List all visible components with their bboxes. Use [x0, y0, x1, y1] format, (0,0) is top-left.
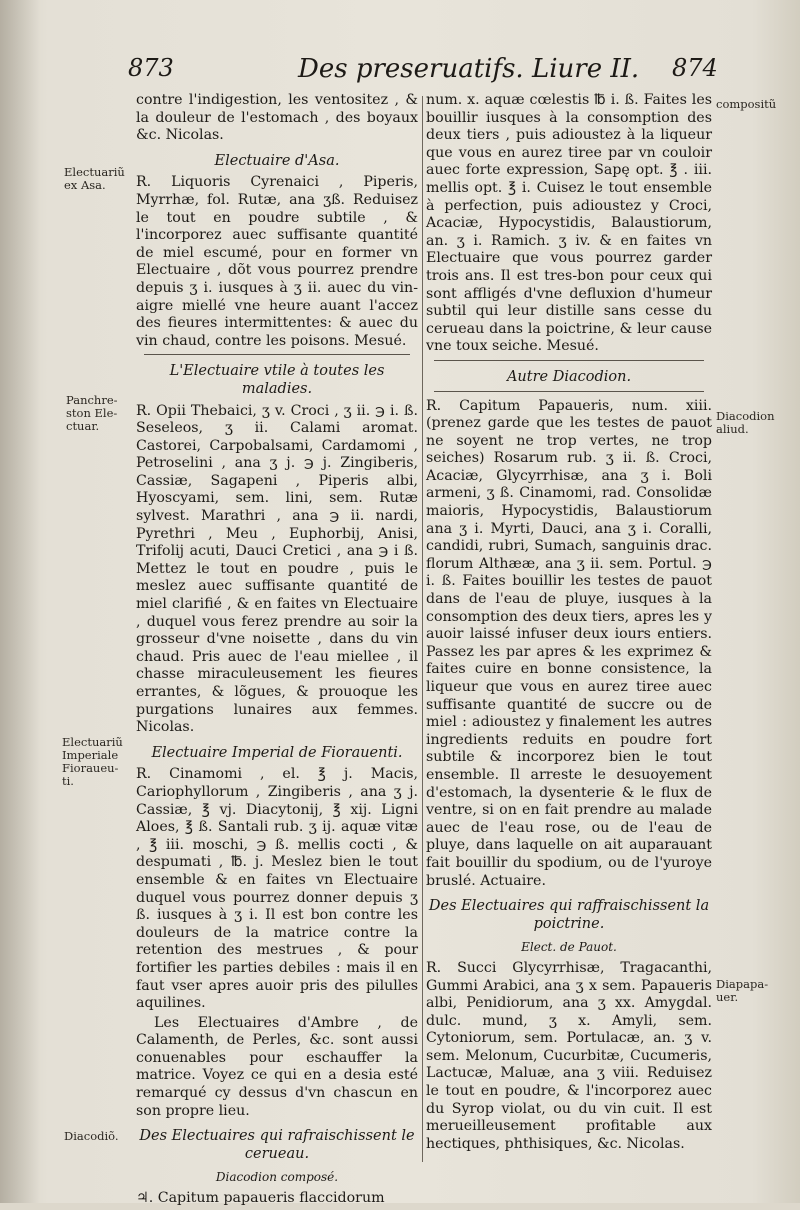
page-header	[0, 54, 800, 94]
left-column	[136, 92, 418, 1210]
margin-note-panchreston: Panchre- ston Ele- ctuar.	[66, 393, 118, 433]
paragraph: R. Cinamomi , el. ℥ j. Macis, Cariophyllorum , Zingiberis , ana ʒ j. Cassiæ, ℥ vj. Diacytonij, ℥ xij. Ligni Aloes, ℥ ß. Santali rub. ʒ ij. aquæ vitæ , ℥ iii. moschi, ℈ ß. mellis cocti , & despumati , ℔. j. Meslez bien le tout ensemble & en faites vn Electuaire duquel vous pourrez donner depuis ʒ ß. iusques à ʒ i. Il est bon contre les douleurs de la matrice contre la retention des mestrues , & pour fortifier les parties debiles : mais il en faut vser apres auoir pris des pilulles aquilines.	[136, 766, 418, 1012]
margin-note-diacodion-aliud: Diacodion aliud.	[716, 409, 775, 436]
paragraph: ♃. Capitum papaueris flaccidorum	[136, 1190, 385, 1207]
margin-note-diapapauer: Diapapa- uer.	[716, 977, 769, 1004]
margin-note-imperial: Electuariũ Imperiale Fioraueu- ti.	[62, 735, 123, 788]
paragraph: R. Opii Thebaici, ʒ v. Croci , ʒ ii. ℈ i. ß. Seseleos, ʒ ii. Calami aromat. Castorei, Carpobalsami, Cardamomi , Petroselini , ana ʒ j. ℈ j. Zingiberis, Cassiæ, Sagapeni , Piperis albi, Hyoscyami, sem. lini, sem. Rutæ sylvest. Marathri , ana ℈ ii. nardi, Pyrethri , Meu , Euphorbij, Anisi, Trifolij acuti, Dauci Cretici , ana ℈ i ß. Mettez le tout en poudre , puis le meslez auec suffisante quantité de miel clarifié , & en faites vn Electuaire , duquel vous ferez prendre au soir la grosseur d'vne noisette , dans du vin chaud. Pris auec de l'eau miellee , il chasse miraculeusement les fieures errantes, & lõgues, & prouoque les purgations lunaires aux femmes. Nicolas.	[136, 402, 418, 736]
section-heading: L'Electuaire vtile à toutes les maladies.	[169, 363, 385, 397]
paragraph: R. Liquoris Cyrenaici , Piperis, Myrrhæ, fol. Rutæ, ana ʒß. Reduisez le tout en poudre subtile , & l'incorporez auec suffisante quantité de miel escumé, pour en former vn Electuaire , dõt vous pourrez prendre depuis ʒ i. iusques à ʒ ii. auec du vin-aigre miellé vne heure auant l'accez des fieures intermittentes: & auec du vin chaud, contre les poisons. Mesué.	[136, 174, 418, 349]
column-divider	[422, 96, 423, 1162]
sub-heading: Elect. de Pauot.	[521, 940, 617, 955]
paragraph: Les Electuaires d'Ambre , de Calamenth, de Perles, &c. sont aussi conuenables pour eschauffer la matrice. Voyez ce qui en a desia esté remarqué cy dessus d'vn chascun en son propre lieu.	[136, 1014, 418, 1119]
margin-note-asa: Electuariũ ex Asa.	[64, 165, 125, 192]
heading-rule	[144, 354, 410, 355]
section-heading: Electuaire Imperial de Fiorauenti.	[151, 744, 403, 761]
paragraph: R. Succi Glycyrrhisæ, Tragacanthi, Gummi Arabici, ana ʒ x sem. Papaueris albi, Penidiorum, ana ʒ xx. Amygdal. dulc. mund, ʒ x. Amyli, sem. Cytoniorum, sem. Portulacæ, an. ʒ v. sem. Melonum, Cucurbitæ, Cucumeris, Lactucæ, Maluæ, ana ʒ viii. Reduisez le tout en poudre, & l'incorporez auec du Syrop violat, ou du vin cuit. Il est merueilleusement profitable aux hectiques, phthisiques, &c. Nicolas.	[426, 959, 712, 1152]
heading-rule	[434, 360, 704, 361]
section-heading: Des Electuaires qui raffraischissent la poictrine.	[428, 898, 710, 932]
paragraph: contre l'indigestion, les ventositez , & la douleur de l'estomach , des boyaux &c. Nicolas.	[136, 92, 418, 144]
section-heading: Des Electuaires qui rafraischissent le cerueau.	[139, 1128, 415, 1162]
paragraph: R. Capitum Papaueris, num. xiii. (prenez garde que les testes de pauot ne soyent ne trop vertes, ne trop seiches) Rosarum rub. ʒ ii. ß. Croci, Acaciæ, Glycyrrhisæ, ana ʒ i. Boli armeni, ʒ ß. Cinamomi, rad. Consolidæ maioris, Hypocystidis, Balaustiorum ana ʒ i. Myrti, Dauci, ana ʒ i. Coralli, candidi, rubri, Sumach, sanguinis drac. florum Althææ, ana ʒ ii. sem. Portul. ℈ i. ß. Faites bouillir les testes de pauot dans de l'eau de pluye, iusques à la consomption des deux tiers, apres les y auoir laissé infuser deux iours entiers. Passez les par apres & les exprimez & faites cuire en bonne consistence, la liqueur que vous en aurez tiree auec suffisante quantité de succre ou de miel : adioustez y finalement les autres ingredients reduits en poudre fort subtile & incorporez bien le tout ensemble. Il arreste le desuoyement d'estomach, la dysenterie & le flux de ventre, si on en fait prendre au malade auec de l'eau rose, ou de l'eau de pluye, dans laquelle on ait auparauant fait bouillir du spodium, ou de l'yuroye bruslé. Actuaire.	[426, 397, 712, 889]
section-heading: Electuaire d'Asa.	[214, 152, 340, 169]
running-title: Des preseruatifs. Liure II.	[298, 54, 640, 84]
heading-rule	[434, 391, 704, 392]
margin-note-compositum: compositũ	[716, 97, 777, 111]
section-heading: Autre Diacodion.	[506, 368, 632, 385]
binding-shadow	[0, 0, 40, 1203]
margin-note-diacodio: Diacodiõ.	[64, 1129, 119, 1143]
sub-heading: Diacodion composé.	[215, 1170, 339, 1185]
right-column	[426, 92, 712, 1155]
paragraph: num. x. aquæ cœlestis ℔ i. ß. Faites les bouillir iusques à la consomption des deux tiers , puis adioustez à la liqueur que vous en aurez tiree par vn couloir auec forte expression, Sapę opt. ℥ . iii. mellis opt. ℥ i. Cuisez le tout ensemble à perfection, puis adioustez y Croci, Acaciæ, Hypocystidis, Balaustiorum, an. ʒ i. Ramich. ʒ iv. & en faites vn Electuaire que vous pourrez garder trois ans. Il est tres-bon pour ceux qui sont affligés d'vne defluxion d'humeur subtil qui leur distille sans cesse du cerueau dans la poictrine, & leur cause vne toux seiche. Mesué.	[426, 92, 712, 355]
page-number-left: 873	[128, 54, 174, 82]
page-number-right: 874	[672, 54, 718, 82]
